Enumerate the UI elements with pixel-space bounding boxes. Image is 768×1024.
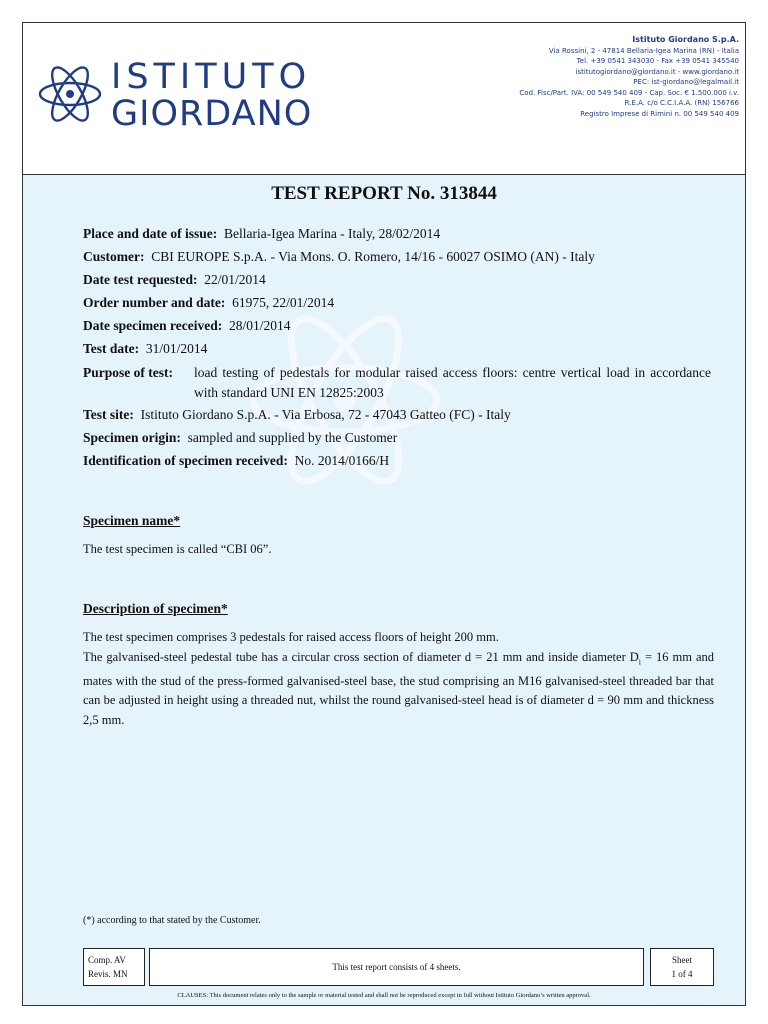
comp-label: Comp. AV	[88, 955, 126, 965]
field-value: sampled and supplied by the Customer	[187, 430, 398, 445]
field-value: CBI EUROPE S.p.A. - Via Mons. O. Romero, 14/16 - 60027 OSIMO (AN) - Italy	[151, 249, 595, 264]
contact-line: Cod. Fisc/Part. IVA: 00 549 540 409 - Cap. Soc. € 1.500.000 i.v.	[519, 88, 739, 97]
field-customer	[83, 249, 595, 265]
contact-line: istitutogiordano@giordano.it - www.giordano.it	[575, 67, 739, 76]
field-label: Identification of specimen received:	[83, 453, 288, 468]
field-label: Test site:	[83, 407, 134, 422]
field-date-requested	[83, 272, 266, 288]
field-label: Date specimen received:	[83, 318, 223, 333]
field-value: 22/01/2014	[204, 272, 266, 287]
field-purpose	[83, 363, 713, 400]
field-place-date	[83, 226, 440, 242]
field-label: Date test requested:	[83, 272, 198, 287]
field-test-site	[83, 407, 511, 423]
field-value: 31/01/2014	[145, 341, 208, 356]
field-value: load testing of pedestals for modular raised access floors: centre vertical load in accordance with standard UNI EN 12825:2003	[194, 365, 711, 400]
description-line-1: The test specimen comprises 3 pedestals for raised access floors of height 200 mm.	[83, 630, 499, 644]
description-heading: Description of specimen*	[83, 601, 228, 616]
customer-note: (*) according to that stated by the Customer.	[83, 915, 261, 926]
field-label: Specimen origin:	[83, 430, 181, 445]
field-label: Customer:	[83, 249, 145, 264]
field-order	[83, 295, 334, 311]
field-specimen-received	[83, 318, 290, 334]
description-paragraph	[83, 648, 714, 731]
specimen-name-heading: Specimen name*	[83, 513, 181, 528]
logo-line-2: GIORDANO	[111, 94, 313, 134]
field-value: Bellaria-Igea Marina - Italy, 28/02/2014	[224, 226, 441, 241]
contact-line: Registro Imprese di Rimini n. 00 549 540 409	[580, 109, 739, 118]
contact-line: Tel. +39 0541 343030 - Fax +39 0541 345540	[576, 57, 739, 65]
sheets-text: This test report consists of 4 sheets.	[332, 962, 461, 972]
specimen-name-text: The test specimen is called “CBI 06”.	[83, 542, 272, 556]
field-label: Purpose of test:	[83, 365, 173, 380]
field-label: Place and date of issue:	[83, 226, 218, 241]
field-value: Istituto Giordano S.p.A. - Via Erbosa, 72 - 47043 Gatteo (FC) - Italy	[140, 407, 511, 422]
field-specimen-origin	[83, 430, 397, 446]
field-value: 28/01/2014	[228, 318, 291, 333]
revis-label: Revis. MN	[88, 969, 128, 979]
sheet-box	[650, 948, 714, 986]
clauses-text: CLAUSES: This document relates only to the sample or material tested and shall not be reproduced except in full without Istituto Giordano’s written approval.	[177, 992, 591, 999]
revision-box	[83, 948, 145, 986]
logo-line-1: ISTITUTO	[111, 57, 312, 97]
sheet-label: Sheet	[672, 955, 692, 965]
report-title: TEST REPORT No. 313844	[271, 183, 497, 204]
contact-line: PEC: ist-giordano@legalmail.it	[633, 78, 739, 86]
field-value: No. 2014/0166/H	[294, 453, 390, 468]
field-test-date	[83, 341, 207, 357]
sheets-box	[149, 948, 644, 986]
company-name: Istituto Giordano S.p.A.	[632, 35, 739, 44]
contact-line: R.E.A. c/o C.C.I.A.A. (RN) 156766	[624, 99, 739, 107]
field-value: 61975, 22/01/2014	[232, 295, 335, 310]
description-text	[83, 628, 714, 730]
description-part-b: = 16 mm and mates with the stud of the press-formed galvanised-steel base, the stud comprising an M16 galvanised-steel threaded bar that can be adjusted in height using a threaded nut, whilst the round galvanised-steel head is of diameter d = 90 mm and thickness 2,5 mm.	[83, 649, 715, 727]
description-subscript: i	[638, 657, 641, 666]
sheet-value: 1 of 4	[671, 969, 693, 979]
description-part-a: The galvanised-steel pedestal tube has a circular cross section of diameter d = 21 mm and inside diameter D	[83, 649, 639, 664]
field-label: Order number and date:	[83, 295, 226, 310]
field-identification	[83, 453, 389, 469]
contact-line: Via Rossini, 2 - 47814 Bellaria-Igea Marina (RN) - Italia	[548, 46, 739, 55]
field-label: Test date:	[83, 341, 140, 356]
